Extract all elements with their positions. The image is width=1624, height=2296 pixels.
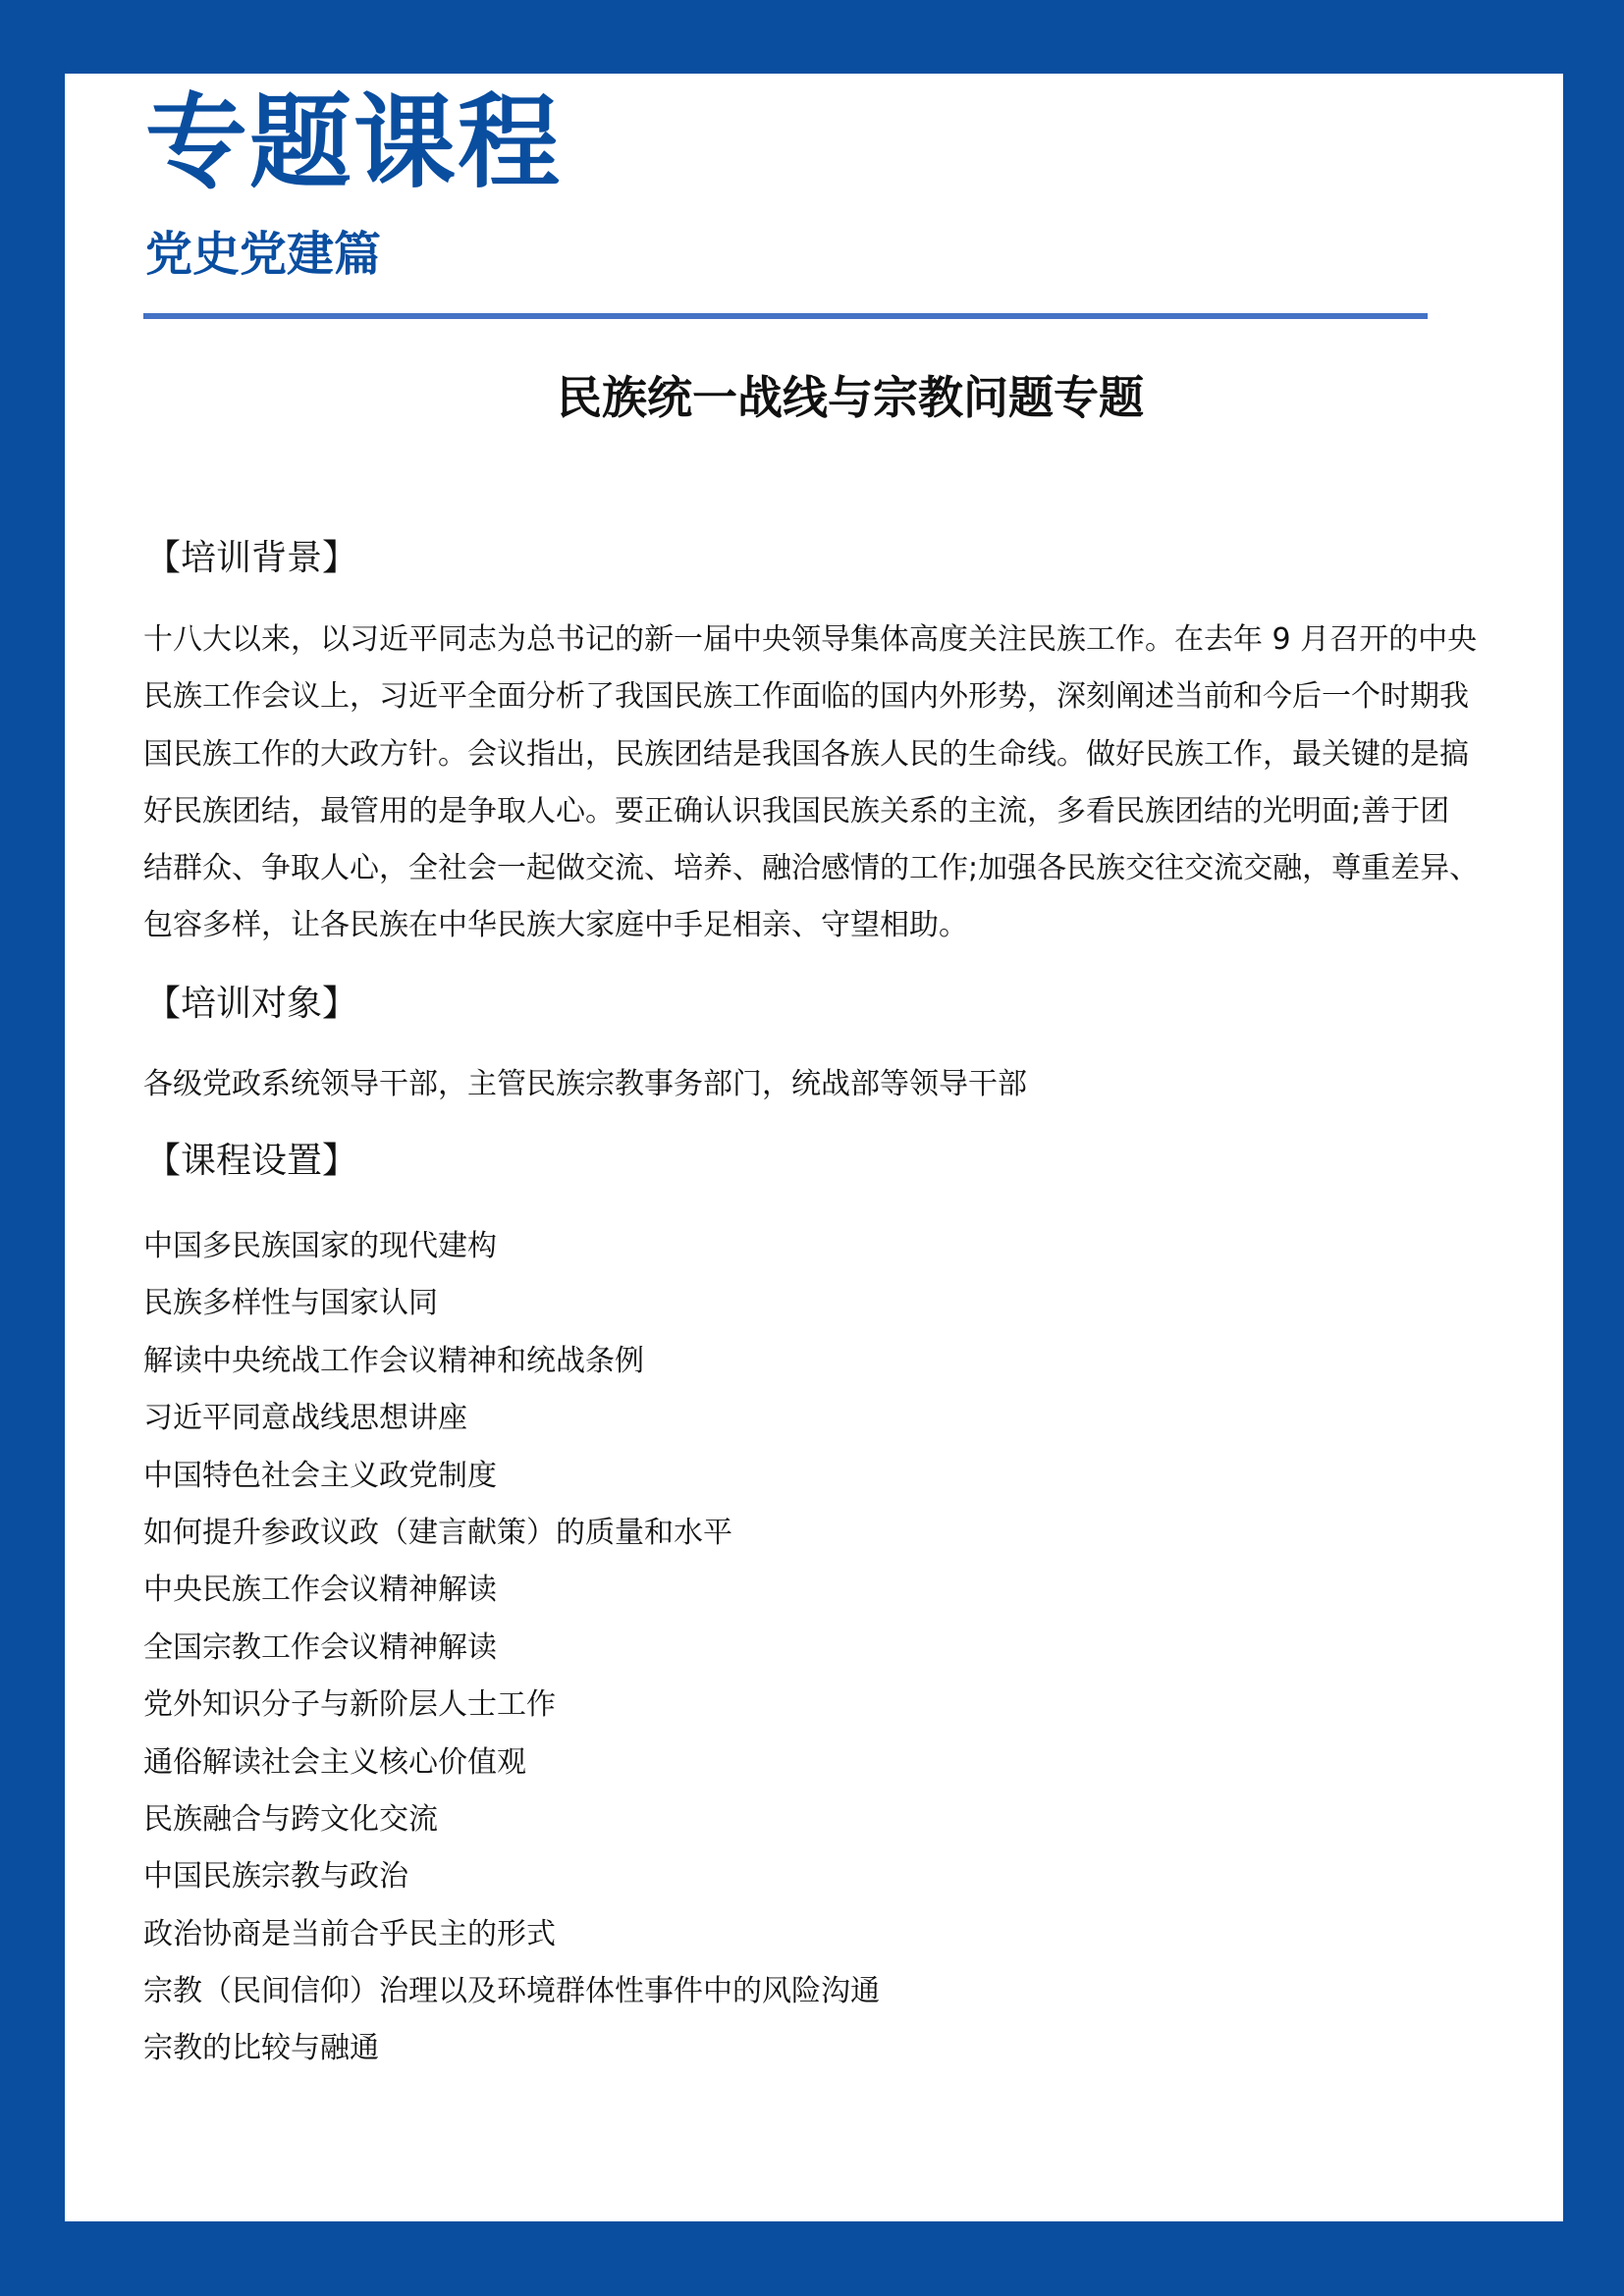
background-line: 民族工作会议上，习近平全面分析了我国民族工作面临的国内外形势，深刻阐述当前和今后一个时期我 [143, 679, 1469, 715]
background-line: 好民族团结，最管用的是争取人心。要正确认识我国民族关系的主流，多看民族团结的光明面;善于团 [143, 793, 1450, 828]
course-item: 习近平同意战线思想讲座 [143, 1401, 467, 1436]
course-item: 宗教（民间信仰）治理以及环境群体性事件中的风险沟通 [143, 1974, 880, 2009]
course-item: 民族融合与跨文化交流 [143, 1801, 438, 1837]
course-item: 中国特色社会主义政党制度 [143, 1458, 497, 1493]
course-item: 党外知识分子与新阶层人士工作 [143, 1687, 556, 1723]
course-item: 通俗解读社会主义核心价值观 [143, 1744, 526, 1780]
course-item: 中国多民族国家的现代建构 [143, 1229, 497, 1263]
header-divider [143, 313, 1428, 319]
background-paragraph [143, 612, 1553, 955]
course-item: 政治协商是当前合乎民主的形式 [143, 1916, 556, 1951]
course-item: 民族多样性与国家认同 [143, 1286, 438, 1321]
background-line: 包容多样，让各民族在中华民族大家庭中手足相亲、守望相助。 [143, 908, 968, 943]
course-item: 宗教的比较与融通 [143, 2031, 379, 2066]
section-heading-background: 【培训背景】 [145, 538, 358, 578]
audience-text: 各级党政系统领导干部，主管民族宗教事务部门，统战部等领导干部 [143, 1067, 1027, 1101]
course-item: 全国宗教工作会议精神解读 [143, 1629, 497, 1665]
background-line: 国民族工作的大政方针。会议指出，民族团结是我国各族人民的生命线。做好民族工作，最关键的是搞 [143, 736, 1469, 772]
background-line: 结群众、争取人心，全社会一起做交流、培养、融洽感情的工作;加强各民族交往交流交融，尊重差异、 [143, 851, 1480, 886]
course-item: 如何提升参政议政（建言献策）的质量和水平 [143, 1515, 732, 1550]
header-subtitle: 党史党建篇 [145, 227, 382, 282]
course-item: 中国民族宗教与政治 [143, 1859, 408, 1895]
course-item: 中央民族工作会议精神解读 [143, 1573, 497, 1608]
section-heading-courses: 【课程设置】 [145, 1141, 358, 1181]
background-line: 十八大以来，以习近平同志为总书记的新一届中央领导集体高度关注民族工作。在去年 9 月召开的中央 [143, 622, 1478, 657]
course-item: 解读中央统战工作会议精神和统战条例 [143, 1343, 644, 1378]
course-list [143, 1218, 880, 2078]
header-title: 专题课程 [145, 82, 563, 202]
document-title: 民族统一战线与宗教问题专题 [557, 371, 1144, 424]
document-page [65, 74, 1563, 2221]
section-heading-audience: 【培训对象】 [145, 984, 358, 1024]
